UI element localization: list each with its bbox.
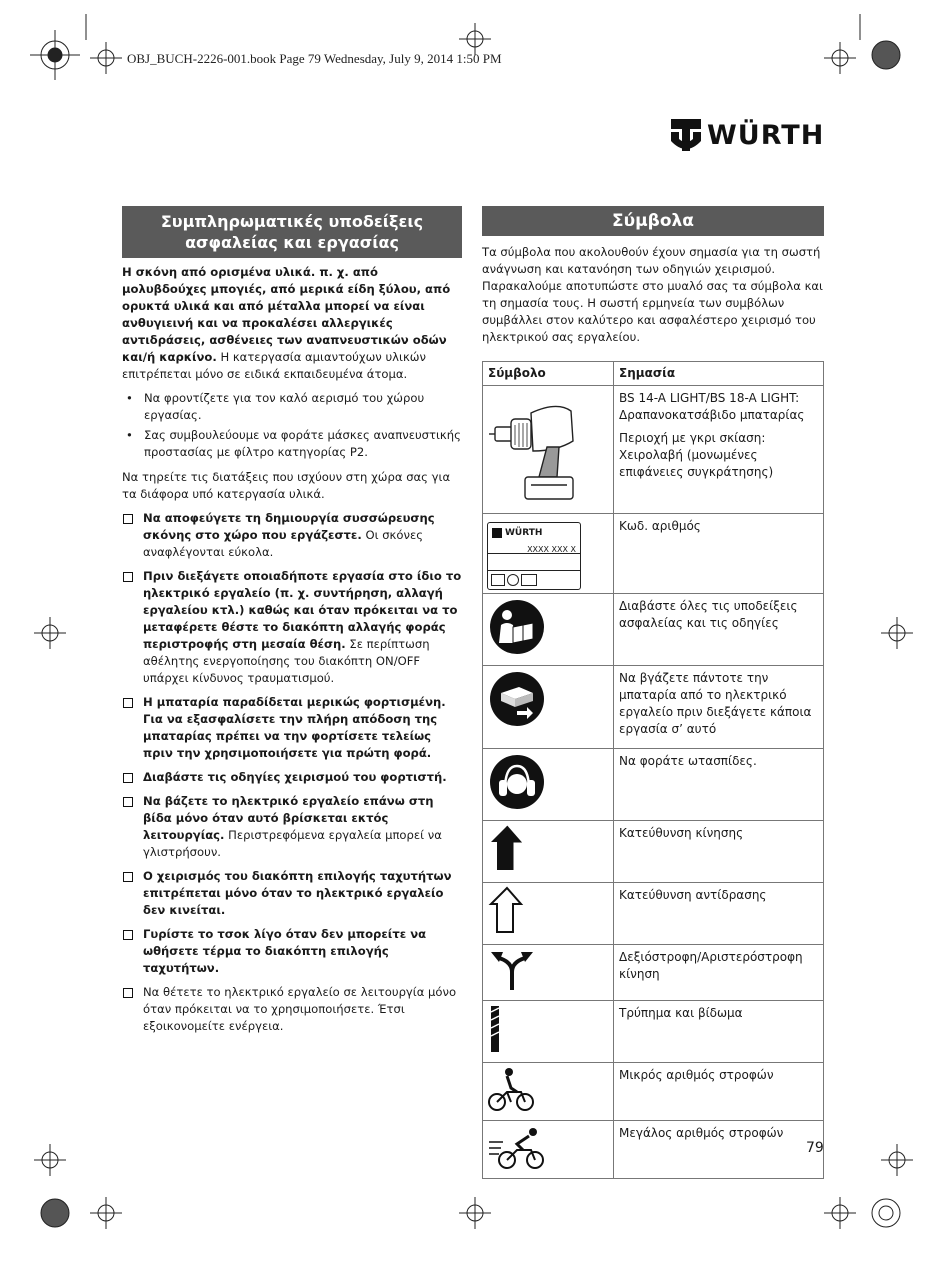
table-row bbox=[483, 666, 824, 749]
read-manual-icon bbox=[487, 597, 547, 657]
symbols-table bbox=[482, 361, 824, 1179]
meaning-text: Μεγάλος αριθμός στροφών bbox=[619, 1126, 784, 1140]
right-column bbox=[482, 206, 824, 1179]
rotation-arrows-icon bbox=[487, 948, 537, 992]
list-item: • Σας συμβουλεύουμε να φοράτε μάσκες αναπνευστικής προστασίας με φίλτρο κατηγορίας P2. bbox=[122, 427, 462, 461]
symbols-intro: Τα σύμβολα που ακολουθούν έχουν σημασία για τη σωστή ανάγνωση και κατανόηση των οδηγιών χειρισμού. Παρακαλούμε αποτυπώστε στο μυαλό σας τα σύμβολα και τη σημασία τους. Η σωστή ερμηνεία των συμβόλων συμβάλλει στον καλύτερο και ασφαλέστερο χειρισμό του ηλεκτρικού σας εργαλείου. bbox=[482, 245, 823, 344]
dust-bullets bbox=[122, 390, 462, 461]
table-row bbox=[483, 945, 824, 1001]
dust-warning-normal: Η κατεργασία αμιαντούχων υλικών επιτρέπεται μόνο σε ειδικά εκπαιδευμένα άτομα. bbox=[122, 350, 426, 381]
meaning-text: BS 14-A LIGHT/BS 18-A LIGHT: Δραπανοκατσάβιδο μπαταρίας bbox=[619, 391, 805, 422]
slow-cyclist-icon bbox=[487, 1066, 537, 1112]
fast-cyclist-icon bbox=[487, 1124, 547, 1170]
list-item: Πριν διεξάγετε οποιαδήποτε εργασία στο ίδιο το ηλεκτρικό εργαλείο (π. χ. συντήρηση, αλλαγή εργαλείου κτλ.) καθώς και όταν πρόκειται να το μεταφέρετε θέστε το διακόπτη αλλαγής φοράς περιστροφής στη μεσαία θέση. Σε περίπτωση αθέλητης ενεργοποίησης του διακόπτη ON/OFF υπάρχει κίνδυνος τραυματισμού. bbox=[122, 568, 462, 687]
meaning-text: Να φοράτε ωτασπίδες. bbox=[619, 754, 757, 768]
checkbox-square-icon bbox=[123, 572, 133, 582]
movement-arrow-icon bbox=[487, 824, 527, 874]
remove-battery-icon bbox=[487, 669, 547, 729]
safety-heading: Συμπληρωματικές υποδείξεις ασφαλείας και εργασίας bbox=[122, 206, 462, 258]
circle-symbol-icon bbox=[507, 574, 519, 586]
table-row bbox=[483, 514, 824, 594]
table-row bbox=[483, 1001, 824, 1063]
dust-warning bbox=[122, 264, 462, 383]
meaning-text: Περιοχή με γκρι σκίαση: Χειρολαβή (μονωμένες επιφάνειες συγκράτησης) bbox=[619, 431, 774, 479]
table-row bbox=[483, 749, 824, 821]
checkbox-square-icon bbox=[123, 773, 133, 783]
list-item: Να βάζετε το ηλεκτρικό εργαλείο επάνω στη βίδα μόνο όταν αυτό βρίσκεται εκτός λειτουργίας. Περιστρεφόμενα εργαλεία μπορεί να γλιστρήσουν. bbox=[122, 793, 462, 861]
meaning-text: Δεξιόστροφη/Αριστερόστροφη κίνηση bbox=[619, 950, 803, 981]
nameplate-brand: WÜRTH bbox=[505, 527, 543, 538]
ear-protection-icon bbox=[487, 752, 547, 812]
meaning-text: Κατεύθυνση αντίδρασης bbox=[619, 888, 767, 902]
meaning-text: Διαβάστε όλες τις υποδείξεις ασφαλείας και τις οδηγίες bbox=[619, 599, 798, 630]
checkbox-square-icon bbox=[123, 698, 133, 708]
list-item: Η μπαταρία παραδίδεται μερικώς φορτισμένη. Για να εξασφαλίσετε την πλήρη απόδοση της μπαταρίας πρέπει να την φορτίσετε τελείως πριν την χρησιμοποιήσετε για πρώτη φορά. bbox=[122, 694, 462, 762]
left-column bbox=[122, 206, 462, 1042]
column-header-meaning: Σημασία bbox=[614, 362, 824, 386]
meaning-text: Να βγάζετε πάντοτε την μπαταρία από το ηλεκτρικό εργαλείο πριν διεξάγετε κάποια εργασία σ’ αυτό bbox=[619, 671, 812, 736]
table-row bbox=[483, 821, 824, 883]
nameplate-icon bbox=[487, 522, 581, 590]
regulations-note: Να τηρείτε τις διατάξεις που ισχύουν στη χώρα σας για τα διάφορα υπό κατεργασία υλικά. bbox=[122, 470, 451, 501]
wurth-logo-icon bbox=[492, 528, 502, 538]
meaning-text: Κωδ. αριθμός bbox=[619, 519, 701, 533]
page-number: 79 bbox=[806, 1140, 824, 1156]
rect-symbol-icon bbox=[521, 574, 537, 586]
checkbox-square-icon bbox=[123, 872, 133, 882]
list-item: Διαβάστε τις οδηγίες χειρισμού του φορτιστή. bbox=[122, 769, 462, 786]
table-header-row bbox=[483, 362, 824, 386]
wurth-logo-icon bbox=[671, 119, 701, 151]
list-item: Να αποφεύγετε τη δημιουργία συσσώρευσης σκόνης στο χώρο που εργάζεστε. Οι σκόνες αναφλέγονται εύκολα. bbox=[122, 510, 462, 561]
wurth-logo bbox=[671, 119, 824, 151]
column-header-symbol: Σύμβολο bbox=[483, 362, 614, 386]
list-item: Ο χειρισμός του διακόπτη επιλογής ταχυτήτων επιτρέπεται μόνο όταν το ηλεκτρικό εργαλείο δεν κινείται. bbox=[122, 868, 462, 919]
checkbox-square-icon bbox=[123, 988, 133, 998]
checkbox-square-icon bbox=[123, 514, 133, 524]
meaning-text: Μικρός αριθμός στροφών bbox=[619, 1068, 774, 1082]
square-symbol-icon bbox=[491, 574, 505, 586]
symbols-heading: Σύμβολα bbox=[482, 206, 824, 236]
table-row bbox=[483, 386, 824, 514]
meaning-text: Τρύπημα και βίδωμα bbox=[619, 1006, 743, 1020]
table-row bbox=[483, 883, 824, 945]
checkbox-square-icon bbox=[123, 930, 133, 940]
dust-warning-bold: Η σκόνη από ορισμένα υλικά. π. χ. από μολυβδούχες μπογιές, από μερικά είδη ξύλου, από ορυκτά υλικά και από μέταλλα μπορεί να είναι ανθυγιεινή και να προκαλέσει αλλεργικές αντιδράσεις, ασθένειες των αναπνευστικών οδών και/ή καρκίνο. bbox=[122, 265, 451, 364]
list-item: Να θέτετε το ηλεκτρικό εργαλείο σε λειτουργία μόνο όταν πρόκειται να το χρησιμοποιήσετε. Έτσι εξοικονομείτε ενέργεια. bbox=[122, 984, 462, 1035]
meaning-text: Κατεύθυνση κίνησης bbox=[619, 826, 744, 840]
drill-bit-icon bbox=[487, 1004, 507, 1054]
nameplate-code: XXXX XXX X bbox=[527, 545, 576, 554]
print-file-header: OBJ_BUCH-2226-001.book Page 79 Wednesday, July 9, 2014 1:50 PM bbox=[127, 51, 502, 66]
table-row bbox=[483, 1121, 824, 1179]
checkbox-square-icon bbox=[123, 797, 133, 807]
table-row bbox=[483, 1063, 824, 1121]
list-item: Γυρίστε το τσοκ λίγο όταν δεν μπορείτε να ωθήσετε τέρμα το διακόπτη επιλογής ταχυτήτων. bbox=[122, 926, 462, 977]
reaction-arrow-icon bbox=[487, 886, 527, 936]
logo-text: WÜRTH bbox=[707, 119, 825, 151]
table-row bbox=[483, 594, 824, 666]
drill-icon bbox=[487, 389, 599, 505]
list-item: • Να φροντίζετε για τον καλό αερισμό του χώρου εργασίας. bbox=[122, 390, 462, 424]
